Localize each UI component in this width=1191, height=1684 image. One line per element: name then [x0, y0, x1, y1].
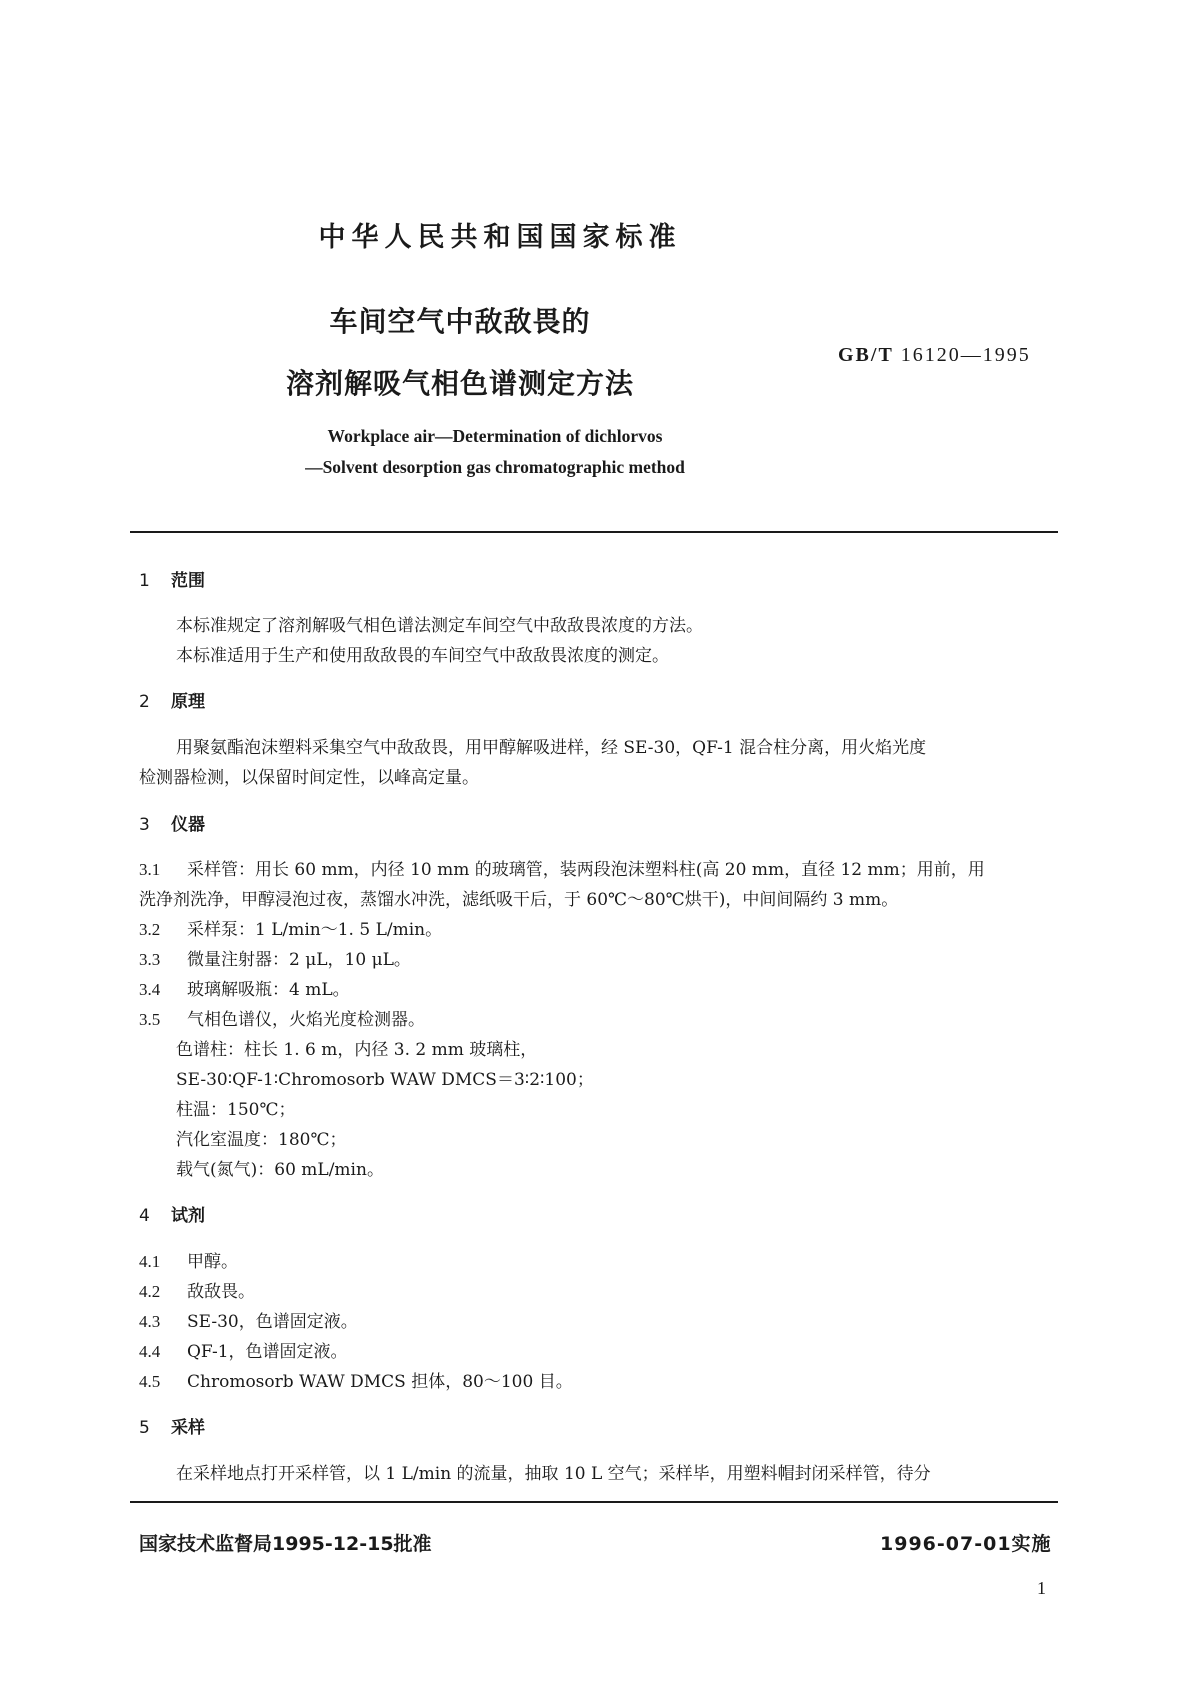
item-4-3 — [139, 1307, 358, 1332]
item-number: 3.3 — [139, 950, 161, 969]
column-temperature: 柱温：150℃； — [176, 1100, 296, 1120]
document-title-en-line1: Workplace air—Determination of dichlorvos — [327, 426, 663, 446]
scope-paragraph-2: 本标准适用于生产和使用敌敌畏的车间空气中敌敌畏浓度的测定。 — [176, 646, 669, 666]
item-number: 3.4 — [139, 980, 161, 999]
standard-prefix: GB/T — [838, 344, 894, 366]
section-title: 仪器 — [171, 815, 205, 835]
item-3-2 — [139, 915, 442, 940]
footer-divider — [130, 1501, 1058, 1503]
item-number: 4.1 — [139, 1252, 161, 1271]
section-number: 3 — [139, 815, 150, 835]
implementation-date: 1996-07-01实施 — [880, 1533, 1052, 1555]
document-title-en-line2: —Solvent desorption gas chromatographic method — [305, 457, 685, 477]
scope-paragraph-1: 本标准规定了溶剂解吸气相色谱法测定车间空气中敌敌畏浓度的方法。 — [176, 616, 703, 636]
section-1-heading — [139, 566, 205, 591]
item-text: 采样管：用长 60 mm，内径 10 mm 的玻璃管，装两段泡沫塑料柱(高 20 mm，直径 12 mm；用前，用 — [187, 860, 985, 880]
item-3-1-continuation: 洗净剂洗净，甲醇浸泡过夜，蒸馏水冲洗，滤纸吸干后，于 60℃～80℃烘干)，中间间隔约 3 mm。 — [139, 890, 899, 910]
column-spec: 色谱柱：柱长 1. 6 m，内径 3. 2 mm 玻璃柱， — [176, 1040, 538, 1060]
section-number: 1 — [139, 571, 150, 591]
item-3-4 — [139, 975, 350, 1000]
item-text: 采样泵：1 L/min～1. 5 L/min。 — [187, 920, 443, 940]
section-number: 4 — [139, 1206, 150, 1226]
item-4-2 — [139, 1277, 255, 1302]
item-4-1 — [139, 1247, 238, 1272]
item-3-1 — [139, 855, 985, 880]
section-title: 采样 — [171, 1418, 205, 1438]
header-divider — [130, 531, 1058, 533]
item-text: 玻璃解吸瓶：4 mL。 — [187, 980, 350, 1000]
item-3-3 — [139, 945, 411, 970]
item-4-4 — [139, 1337, 348, 1362]
carrier-gas: 载气(氮气)：60 mL/min。 — [176, 1160, 384, 1180]
document-title-cn-line1: 车间空气中敌敌畏的 — [329, 305, 591, 338]
standard-code: 16120—1995 — [900, 344, 1031, 366]
approval-line: 国家技术监督局1995-12-15批准 — [139, 1533, 432, 1555]
item-number: 3.2 — [139, 920, 161, 939]
section-title: 范围 — [171, 571, 205, 591]
item-text: 微量注射器：2 μL，10 μL。 — [187, 950, 411, 970]
sampling-paragraph-line1: 在采样地点打开采样管，以 1 L/min 的流量，抽取 10 L 空气；采样毕，用塑料帽封闭采样管，待分 — [176, 1464, 931, 1484]
item-3-5 — [139, 1005, 425, 1030]
principle-paragraph-line1: 用聚氨酯泡沫塑料采集空气中敌敌畏，用甲醇解吸进样，经 SE-30，QF-1 混合柱分离，用火焰光度 — [176, 738, 927, 758]
column-packing-ratio: SE-30∶QF-1∶Chromosorb WAW DMCS＝3∶2∶100； — [176, 1070, 594, 1090]
section-title: 原理 — [171, 692, 205, 712]
vaporizer-temperature: 汽化室温度：180℃； — [176, 1130, 347, 1150]
item-number: 4.4 — [139, 1342, 161, 1361]
item-text: SE-30，色谱固定液。 — [187, 1312, 358, 1332]
item-number: 4.2 — [139, 1282, 161, 1301]
item-text: Chromosorb WAW DMCS 担体，80～100 目。 — [187, 1372, 573, 1392]
section-title: 试剂 — [171, 1206, 205, 1226]
section-5-heading — [139, 1413, 205, 1438]
item-number: 4.5 — [139, 1372, 161, 1391]
standard-type-heading: 中华人民共和国国家标准 — [318, 222, 682, 253]
section-4-heading — [139, 1201, 205, 1226]
section-2-heading — [139, 687, 205, 712]
item-text: 甲醇。 — [187, 1252, 238, 1272]
item-text: QF-1，色谱固定液。 — [187, 1342, 348, 1362]
item-number: 3.5 — [139, 1010, 161, 1029]
page-number: 1 — [1037, 1578, 1046, 1598]
item-4-5 — [139, 1367, 573, 1392]
section-3-heading — [139, 810, 205, 835]
document-title-cn-line2: 溶剂解吸气相色谱测定方法 — [285, 367, 634, 400]
item-text: 气相色谱仪，火焰光度检测器。 — [187, 1010, 425, 1030]
item-text: 敌敌畏。 — [187, 1282, 255, 1302]
section-number: 5 — [139, 1418, 150, 1438]
principle-paragraph-line2: 检测器检测，以保留时间定性，以峰高定量。 — [139, 768, 479, 788]
section-number: 2 — [139, 692, 150, 712]
item-number: 4.3 — [139, 1312, 161, 1331]
item-number: 3.1 — [139, 860, 161, 879]
standard-number — [838, 344, 1031, 367]
